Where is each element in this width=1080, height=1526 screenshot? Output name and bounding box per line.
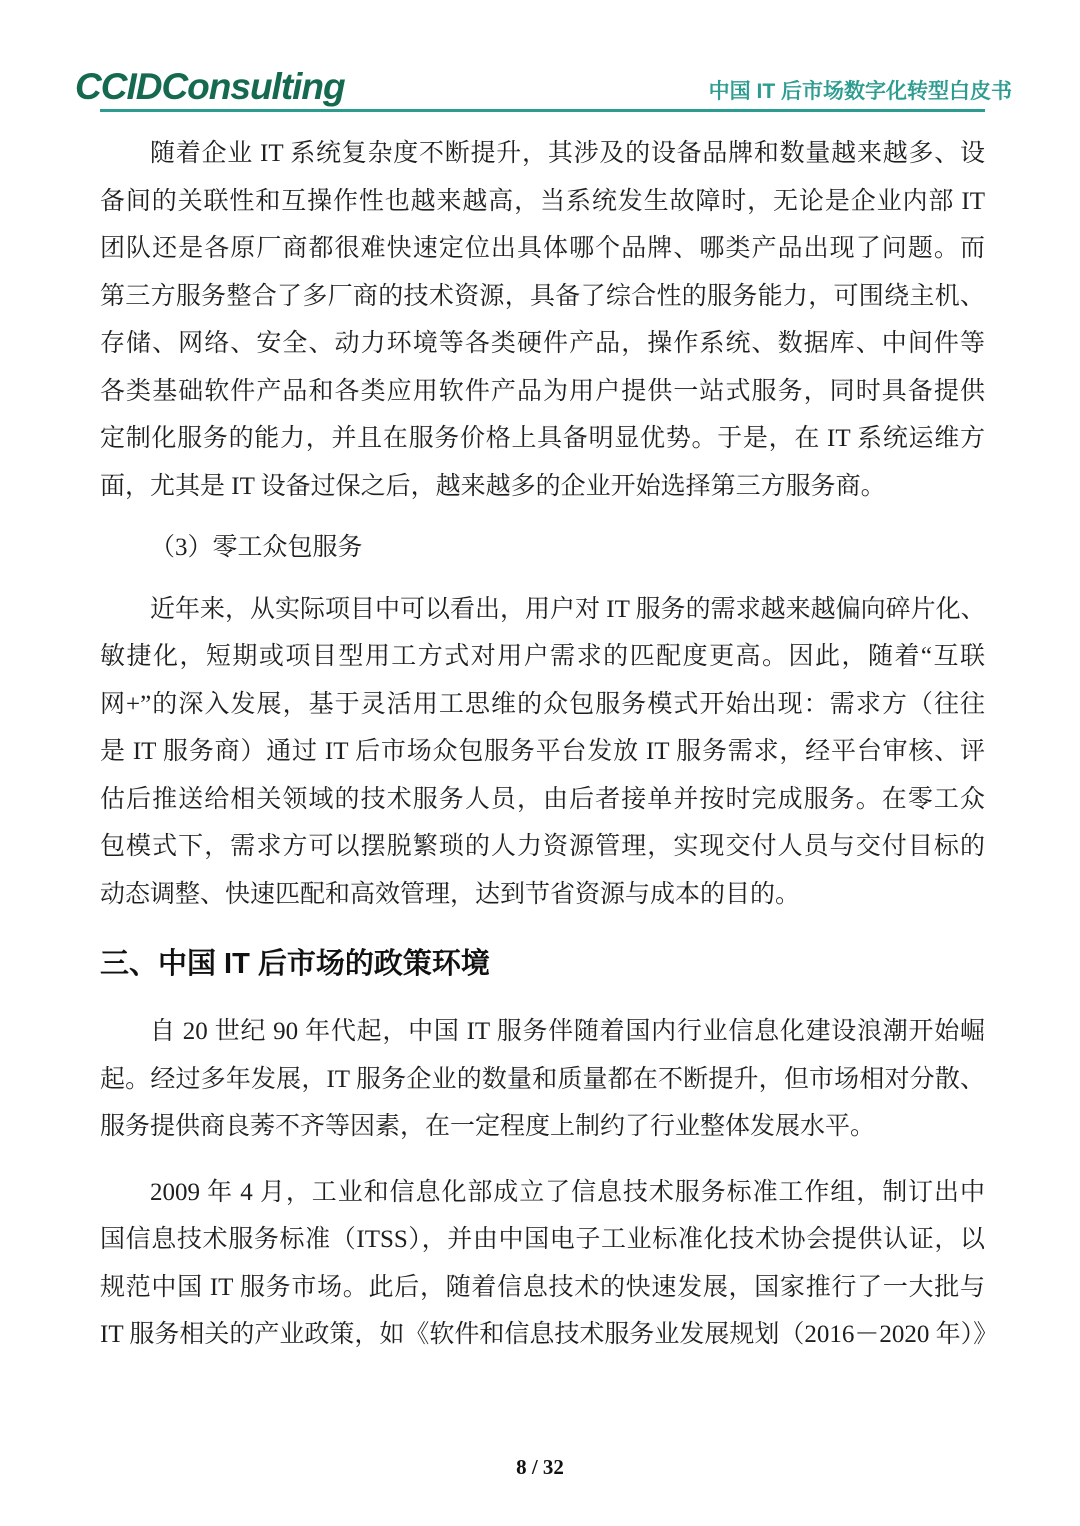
page-footer [0,1455,1080,1480]
ccid-consulting-logo: CCIDConsulting [75,66,345,107]
paragraph-third-party-service [100,130,985,510]
text-line: 动态调整、快速匹配和高效管理，达到节省资源与成本的目的。 [100,880,801,908]
text-line: 随着企业 IT 系统复杂度不断提升，其涉及的设备品牌和数量越来越多、设 [150,140,985,167]
text-line: 近年来，从实际项目中可以看出，用户对 IT 服务的需求越来越偏向碎片化、 [150,595,986,623]
paragraph-itss-policy [100,1169,999,1359]
section-heading-policy-environment: 三、中国 IT 后市场的政策环境 [100,948,490,980]
text-line: 团队还是各原厂商都很难快速定位出具体哪个品牌、哪类产品出现了问题。而 [100,235,985,262]
text-line: 国信息技术服务标准（ITSS），并由中国电子工业标准化技术协会提供认证，以 [100,1226,985,1254]
header-document-title: 中国 IT 后市场数字化转型白皮书 [708,80,1012,103]
page-header [0,0,1080,112]
text-line: 网+”的深入发展，基于灵活用工思维的众包服务模式开始出现：需求方（往往 [100,690,985,718]
text-line: IT 服务相关的产业政策，如《软件和信息技术服务业发展规划（2016－2020 年）》 [100,1321,999,1349]
text-line: 是 IT 服务商）通过 IT 后市场众包服务平台发放 IT 服务需求，经平台审核、评 [100,738,985,765]
text-line: 包模式下，需求方可以摆脱繁琐的人力资源管理，实现交付人员与交付目标的 [100,833,985,860]
paragraph-crowdsourcing-model [100,586,985,919]
text-line: 规范中国 IT 服务市场。此后，随着信息技术的快速发展，国家推行了一大批与 [100,1273,985,1301]
text-line: 服务提供商良莠不齐等因素，在一定程度上制约了行业整体发展水平。 [100,1113,876,1141]
page-number: 8 / 32 [516,1455,564,1479]
text-line: 各类基础软件产品和各类应用软件产品为用户提供一站式服务，同时具备提供 [100,377,985,405]
page-body [100,112,999,1359]
text-line: 起。经过多年发展，IT 服务企业的数量和质量都在不断提升，但市场相对分散、 [100,1065,985,1093]
text-line: 第三方服务整合了多厂商的技术资源，具备了综合性的服务能力，可围绕主机、 [100,282,985,310]
text-line: 存储、网络、安全、动力环境等各类硬件产品，操作系统、数据库、中间件等 [100,330,985,357]
text-line: 2009 年 4 月，工业和信息化部成立了信息技术服务标准工作组，制订出中 [150,1178,985,1206]
text-line: 备间的关联性和互操作性也越来越高，当系统发生故障时，无论是企业内部 IT [100,187,985,215]
text-line: 自 20 世纪 90 年代起，中国 IT 服务伴随着国内行业信息化建设浪潮开始崛 [150,1018,985,1046]
text-line: 定制化服务的能力，并且在服务价格上具备明显优势。于是，在 IT 系统运维方 [100,425,985,452]
subheading-gig-crowdsourcing: （3）零工众包服务 [150,534,363,561]
paragraph-it-service-history [100,1008,985,1151]
text-line: 估后推送给相关领域的技术服务人员，由后者接单并按时完成服务。在零工众 [100,785,985,813]
text-line: 面，尤其是 IT 设备过保之后，越来越多的企业开始选择第三方服务商。 [100,472,886,500]
text-line: 敏捷化，短期或项目型用工方式对用户需求的匹配度更高。因此，随着“互联 [100,643,985,670]
